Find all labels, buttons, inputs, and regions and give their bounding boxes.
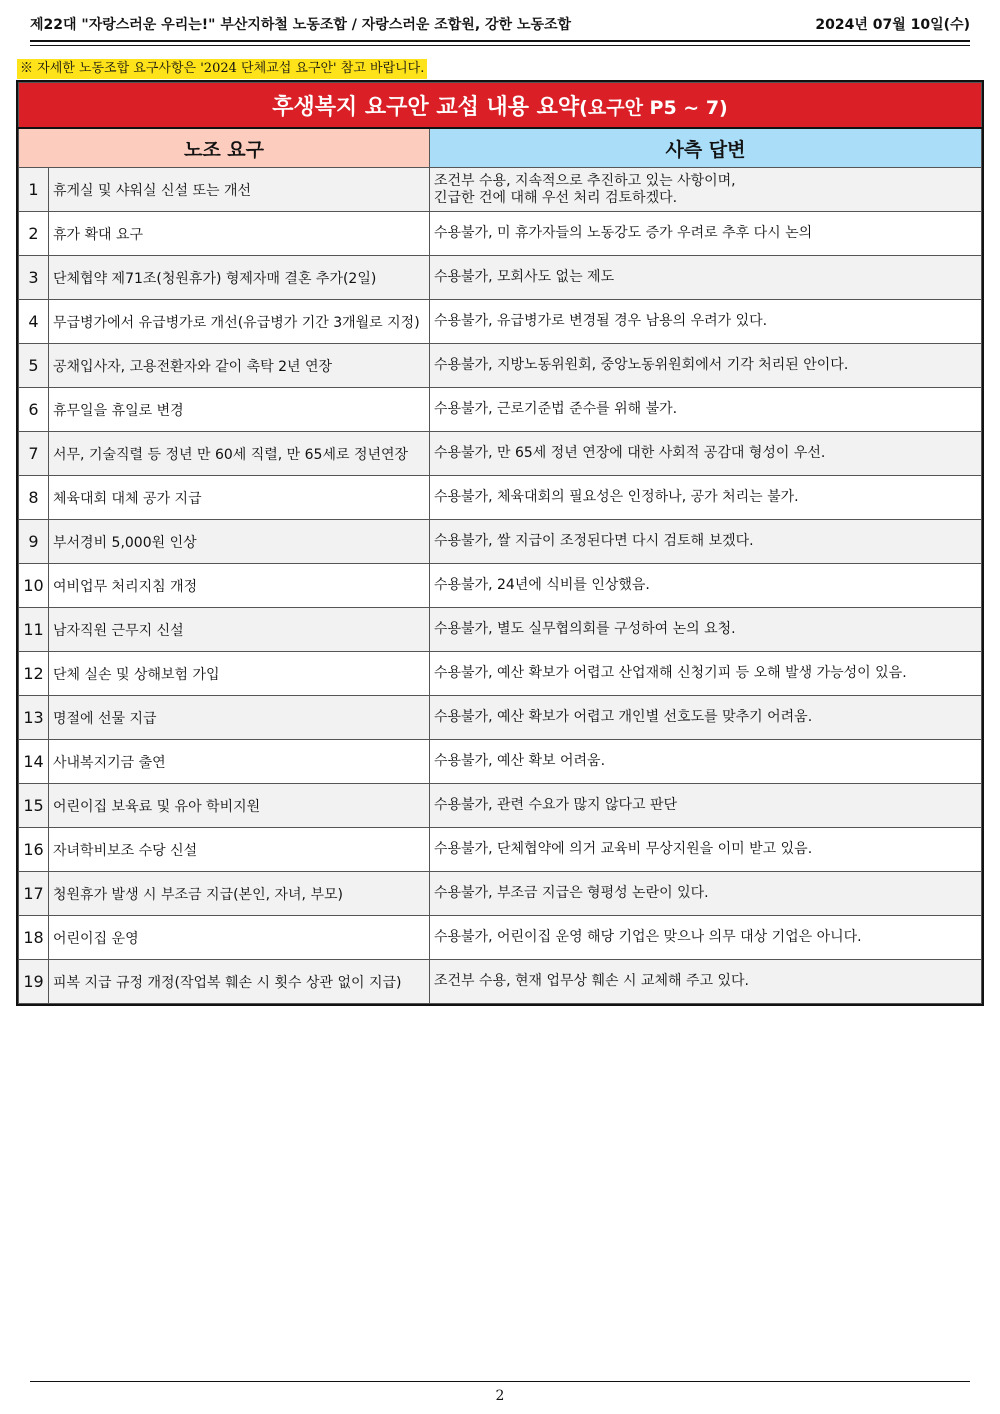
column-header-company: 사측 답변 — [430, 128, 982, 168]
row-number: 1 — [19, 168, 49, 212]
header-rule-thin — [30, 45, 970, 46]
notice-banner: ※ 자세한 노동조합 요구사항은 '2024 단체교섭 요구안' 참고 바랍니다. — [17, 59, 427, 79]
company-reply-line: 수용불가, 체육대회의 필요성은 인정하나, 공가 처리는 불가. — [434, 489, 799, 505]
summary-table — [16, 80, 984, 1006]
union-demand: 어린이집 보육료 및 유아 학비지원 — [49, 784, 430, 828]
company-reply-line: 수용불가, 예산 확보가 어렵고 산업재해 신청기피 등 오해 발생 가능성이 있음. — [434, 665, 907, 681]
union-demand: 명절에 선물 지급 — [49, 696, 430, 740]
table-title — [19, 83, 982, 129]
row-number: 3 — [19, 256, 49, 300]
company-reply — [430, 828, 982, 872]
company-reply — [430, 256, 982, 300]
table-title-main: 후생복지 요구안 교섭 내용 요약 — [272, 94, 580, 120]
table-row — [19, 256, 982, 300]
union-demand: 부서경비 5,000원 인상 — [49, 520, 430, 564]
page-header — [30, 12, 970, 36]
company-reply-line: 수용불가, 예산 확보 어려움. — [434, 753, 606, 769]
table-row — [19, 168, 982, 212]
table-row — [19, 696, 982, 740]
row-number: 18 — [19, 916, 49, 960]
company-reply-line: 수용불가, 별도 실무협의회를 구성하여 논의 요청. — [434, 621, 736, 637]
union-demand: 휴무일을 휴일로 변경 — [49, 388, 430, 432]
row-number: 7 — [19, 432, 49, 476]
company-reply-line: 수용불가, 만 65세 정년 연장에 대한 사회적 공감대 형성이 우선. — [434, 445, 826, 461]
company-reply — [430, 872, 982, 916]
company-reply — [430, 652, 982, 696]
table-row — [19, 740, 982, 784]
table-title-sub: (요구안 P5 ~ 7) — [579, 96, 728, 119]
company-reply-line: 수용불가, 관련 수요가 많지 않다고 판단 — [434, 797, 678, 813]
company-reply-line: 수용불가, 근로기준법 준수를 위해 불가. — [434, 401, 678, 417]
union-demand: 휴게실 및 샤워실 신설 또는 개선 — [49, 168, 430, 212]
union-demand: 어린이집 운영 — [49, 916, 430, 960]
header-rule-thick — [30, 40, 970, 42]
union-demand: 단체 실손 및 상해보험 가입 — [49, 652, 430, 696]
row-number: 15 — [19, 784, 49, 828]
table-row — [19, 828, 982, 872]
company-reply-line: 수용불가, 미 휴가자들의 노동강도 증가 우려로 추후 다시 논의 — [434, 225, 813, 241]
company-reply — [430, 300, 982, 344]
union-demand: 휴가 확대 요구 — [49, 212, 430, 256]
union-demand: 단체협약 제71조(청원휴가) 형제자매 결혼 추가(2일) — [49, 256, 430, 300]
company-reply — [430, 960, 982, 1004]
union-demand: 여비업무 처리지침 개정 — [49, 564, 430, 608]
table-row — [19, 960, 982, 1004]
row-number: 2 — [19, 212, 49, 256]
union-demand: 남자직원 근무지 신설 — [49, 608, 430, 652]
table-row — [19, 608, 982, 652]
row-number: 19 — [19, 960, 49, 1004]
union-demand: 공채입사자, 고용전환자와 같이 촉탁 2년 연장 — [49, 344, 430, 388]
row-number: 6 — [19, 388, 49, 432]
row-number: 17 — [19, 872, 49, 916]
table-row — [19, 476, 982, 520]
company-reply-line: 수용불가, 어린이집 운영 해당 기업은 맞으나 의무 대상 기업은 아니다. — [434, 929, 862, 945]
union-demand: 무급병가에서 유급병가로 개선(유급병가 기간 3개월로 지정) — [49, 300, 430, 344]
row-number: 12 — [19, 652, 49, 696]
table-row — [19, 872, 982, 916]
table-row — [19, 388, 982, 432]
company-reply-line: 수용불가, 유급병가로 변경될 경우 남용의 우려가 있다. — [434, 313, 768, 329]
row-number: 14 — [19, 740, 49, 784]
company-reply-line: 수용불가, 예산 확보가 어렵고 개인별 선호도를 맞추기 어려움. — [434, 709, 813, 725]
column-header-union: 노조 요구 — [19, 128, 430, 168]
company-reply-line: 수용불가, 단체협약에 의거 교육비 무상지원을 이미 받고 있음. — [434, 841, 813, 857]
table-row — [19, 344, 982, 388]
company-reply — [430, 696, 982, 740]
row-number: 4 — [19, 300, 49, 344]
table-row — [19, 784, 982, 828]
company-reply — [430, 564, 982, 608]
company-reply — [430, 432, 982, 476]
page-number: 2 — [495, 1388, 505, 1404]
company-reply — [430, 916, 982, 960]
company-reply-line: 수용불가, 부조금 지급은 형평성 논란이 있다. — [434, 885, 709, 901]
table-body — [19, 168, 982, 1004]
table-row — [19, 652, 982, 696]
company-reply-line: 수용불가, 지방노동위원회, 중앙노동위원회에서 기각 처리된 안이다. — [434, 357, 849, 373]
header-date: 2024년 07월 10일(수) — [815, 17, 970, 33]
company-reply — [430, 740, 982, 784]
company-reply — [430, 388, 982, 432]
company-reply — [430, 212, 982, 256]
union-demand: 자녀학비보조 수당 신설 — [49, 828, 430, 872]
union-demand: 서무, 기술직렬 등 정년 만 60세 직렬, 만 65세로 정년연장 — [49, 432, 430, 476]
row-number: 9 — [19, 520, 49, 564]
union-demand: 사내복지기금 출연 — [49, 740, 430, 784]
footer-rule — [30, 1381, 970, 1382]
table-row — [19, 520, 982, 564]
table-row — [19, 300, 982, 344]
company-reply-line: 수용불가, 쌀 지급이 조정된다면 다시 검토해 보겠다. — [434, 533, 754, 549]
company-reply — [430, 344, 982, 388]
company-reply — [430, 608, 982, 652]
row-number: 8 — [19, 476, 49, 520]
company-reply-line: 조건부 수용, 지속적으로 추진하고 있는 사항이며, — [434, 172, 736, 189]
table-row — [19, 432, 982, 476]
row-number: 10 — [19, 564, 49, 608]
union-demand: 체육대회 대체 공가 지급 — [49, 476, 430, 520]
table-row — [19, 916, 982, 960]
company-reply-line: 조건부 수용, 현재 업무상 훼손 시 교체해 주고 있다. — [434, 973, 749, 989]
row-number: 11 — [19, 608, 49, 652]
table-row — [19, 564, 982, 608]
row-number: 13 — [19, 696, 49, 740]
row-number: 16 — [19, 828, 49, 872]
row-number: 5 — [19, 344, 49, 388]
company-reply — [430, 476, 982, 520]
table-row — [19, 212, 982, 256]
union-demand: 피복 지급 규정 개정(작업복 훼손 시 횟수 상관 없이 지급) — [49, 960, 430, 1004]
company-reply — [430, 168, 982, 212]
company-reply — [430, 520, 982, 564]
company-reply-line: 긴급한 건에 대해 우선 처리 검토하겠다. — [434, 189, 678, 206]
header-title: 제22대 "자랑스러운 우리는!" 부산지하철 노동조합 / 자랑스러운 조합원, 강한 노동조합 — [30, 17, 572, 33]
union-demand: 청원휴가 발생 시 부조금 지급(본인, 자녀, 부모) — [49, 872, 430, 916]
company-reply — [430, 784, 982, 828]
company-reply-line: 수용불가, 모회사도 없는 제도 — [434, 269, 615, 285]
company-reply-line: 수용불가, 24년에 식비를 인상했음. — [434, 577, 650, 593]
